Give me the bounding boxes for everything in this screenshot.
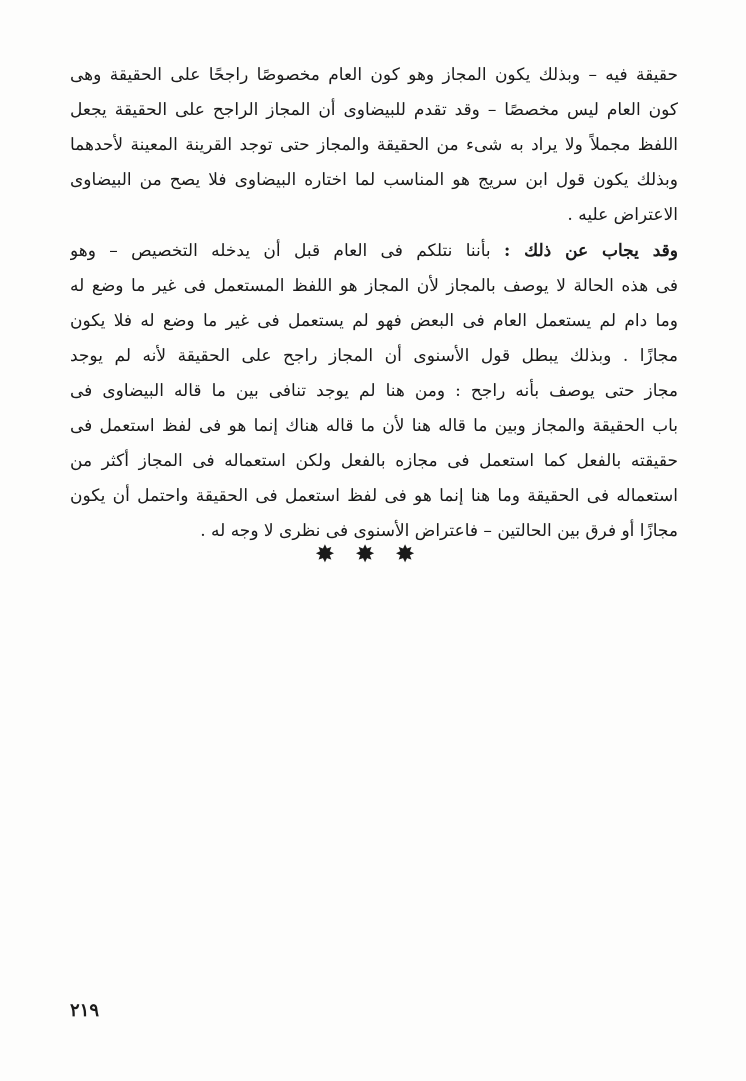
paragraph-2-line: مجازًا أو فرق بين الحالتين – فاعتراض الأسنوى فى نظرى لا وجه له . xyxy=(200,521,678,541)
paragraph-2-first-line-rest: بأننا نتلكم فى العام قبل أن يدخله التخصيص – وهو xyxy=(70,241,505,261)
paragraph-2-line: استعماله فى الحقيقة وما هنا إنما هو فى لفظ استعمل فى الحقيقة واحتمل أن يكون xyxy=(70,486,678,506)
paragraph-1-line: اللفظ مجملاً ولا يراد به شىء من الحقيقة والمجاز حتى توجد القرينة المعينة لأحدهما xyxy=(70,135,678,155)
paragraph-2-lead: وقد يجاب عن ذلك : xyxy=(504,241,678,261)
paragraph-2 xyxy=(70,234,678,549)
paragraph-1 xyxy=(70,58,678,233)
paragraph-2-line: باب الحقيقة والمجاز وبين ما قاله هنا لأن ما قاله هناك إنما هو فى لفظ استعمل فى xyxy=(70,416,678,436)
paragraph-2-line: مجاز حتى يوصف بأنه راجح : ومن هنا لم يوجد تنافى بين ما قاله البيضاوى فى xyxy=(70,381,678,401)
paragraph-2-line: فى هذه الحالة لا يوصف بالمجاز لأن المجاز هو اللفظ المستعمل فى غير ما وضع له xyxy=(70,276,678,296)
paragraph-1-line: وبذلك يكون قول ابن سريج هو المناسب لما اختاره البيضاوى فلا يصح من البيضاوى xyxy=(70,170,678,190)
paragraph-1-line: كون العام ليس مخصصًا – وقد تقدم للبيضاوى أن المجاز الراجح على الحقيقة يجعل xyxy=(70,100,678,120)
section-divider-ornament: ✸✸✸ xyxy=(314,540,436,568)
paragraph-2-line: حقيقته بالفعل كما استعمل فى مجازه بالفعل ولكن استعماله فى المجاز أكثر من xyxy=(70,451,678,471)
paragraph-1-line: الاعتراض عليه . xyxy=(567,205,678,225)
page-number: ٢١٩ xyxy=(70,1000,100,1021)
paragraph-1-line: حقيقة فيه – وبذلك يكون المجاز وهو كون العام مخصوصًا راجحًا على الحقيقة وهى xyxy=(70,65,678,85)
paragraph-2-first-line xyxy=(70,234,678,269)
paragraph-2-line: مجازًا . وبذلك يبطل قول الأسنوى أن المجاز راجح على الحقيقة لأنه لم يوجد xyxy=(70,346,678,366)
paragraph-2-line: وما دام لم يستعمل العام فى البعض فهو لم يستعمل فى غير ما وضع له فلا يكون xyxy=(70,311,678,331)
